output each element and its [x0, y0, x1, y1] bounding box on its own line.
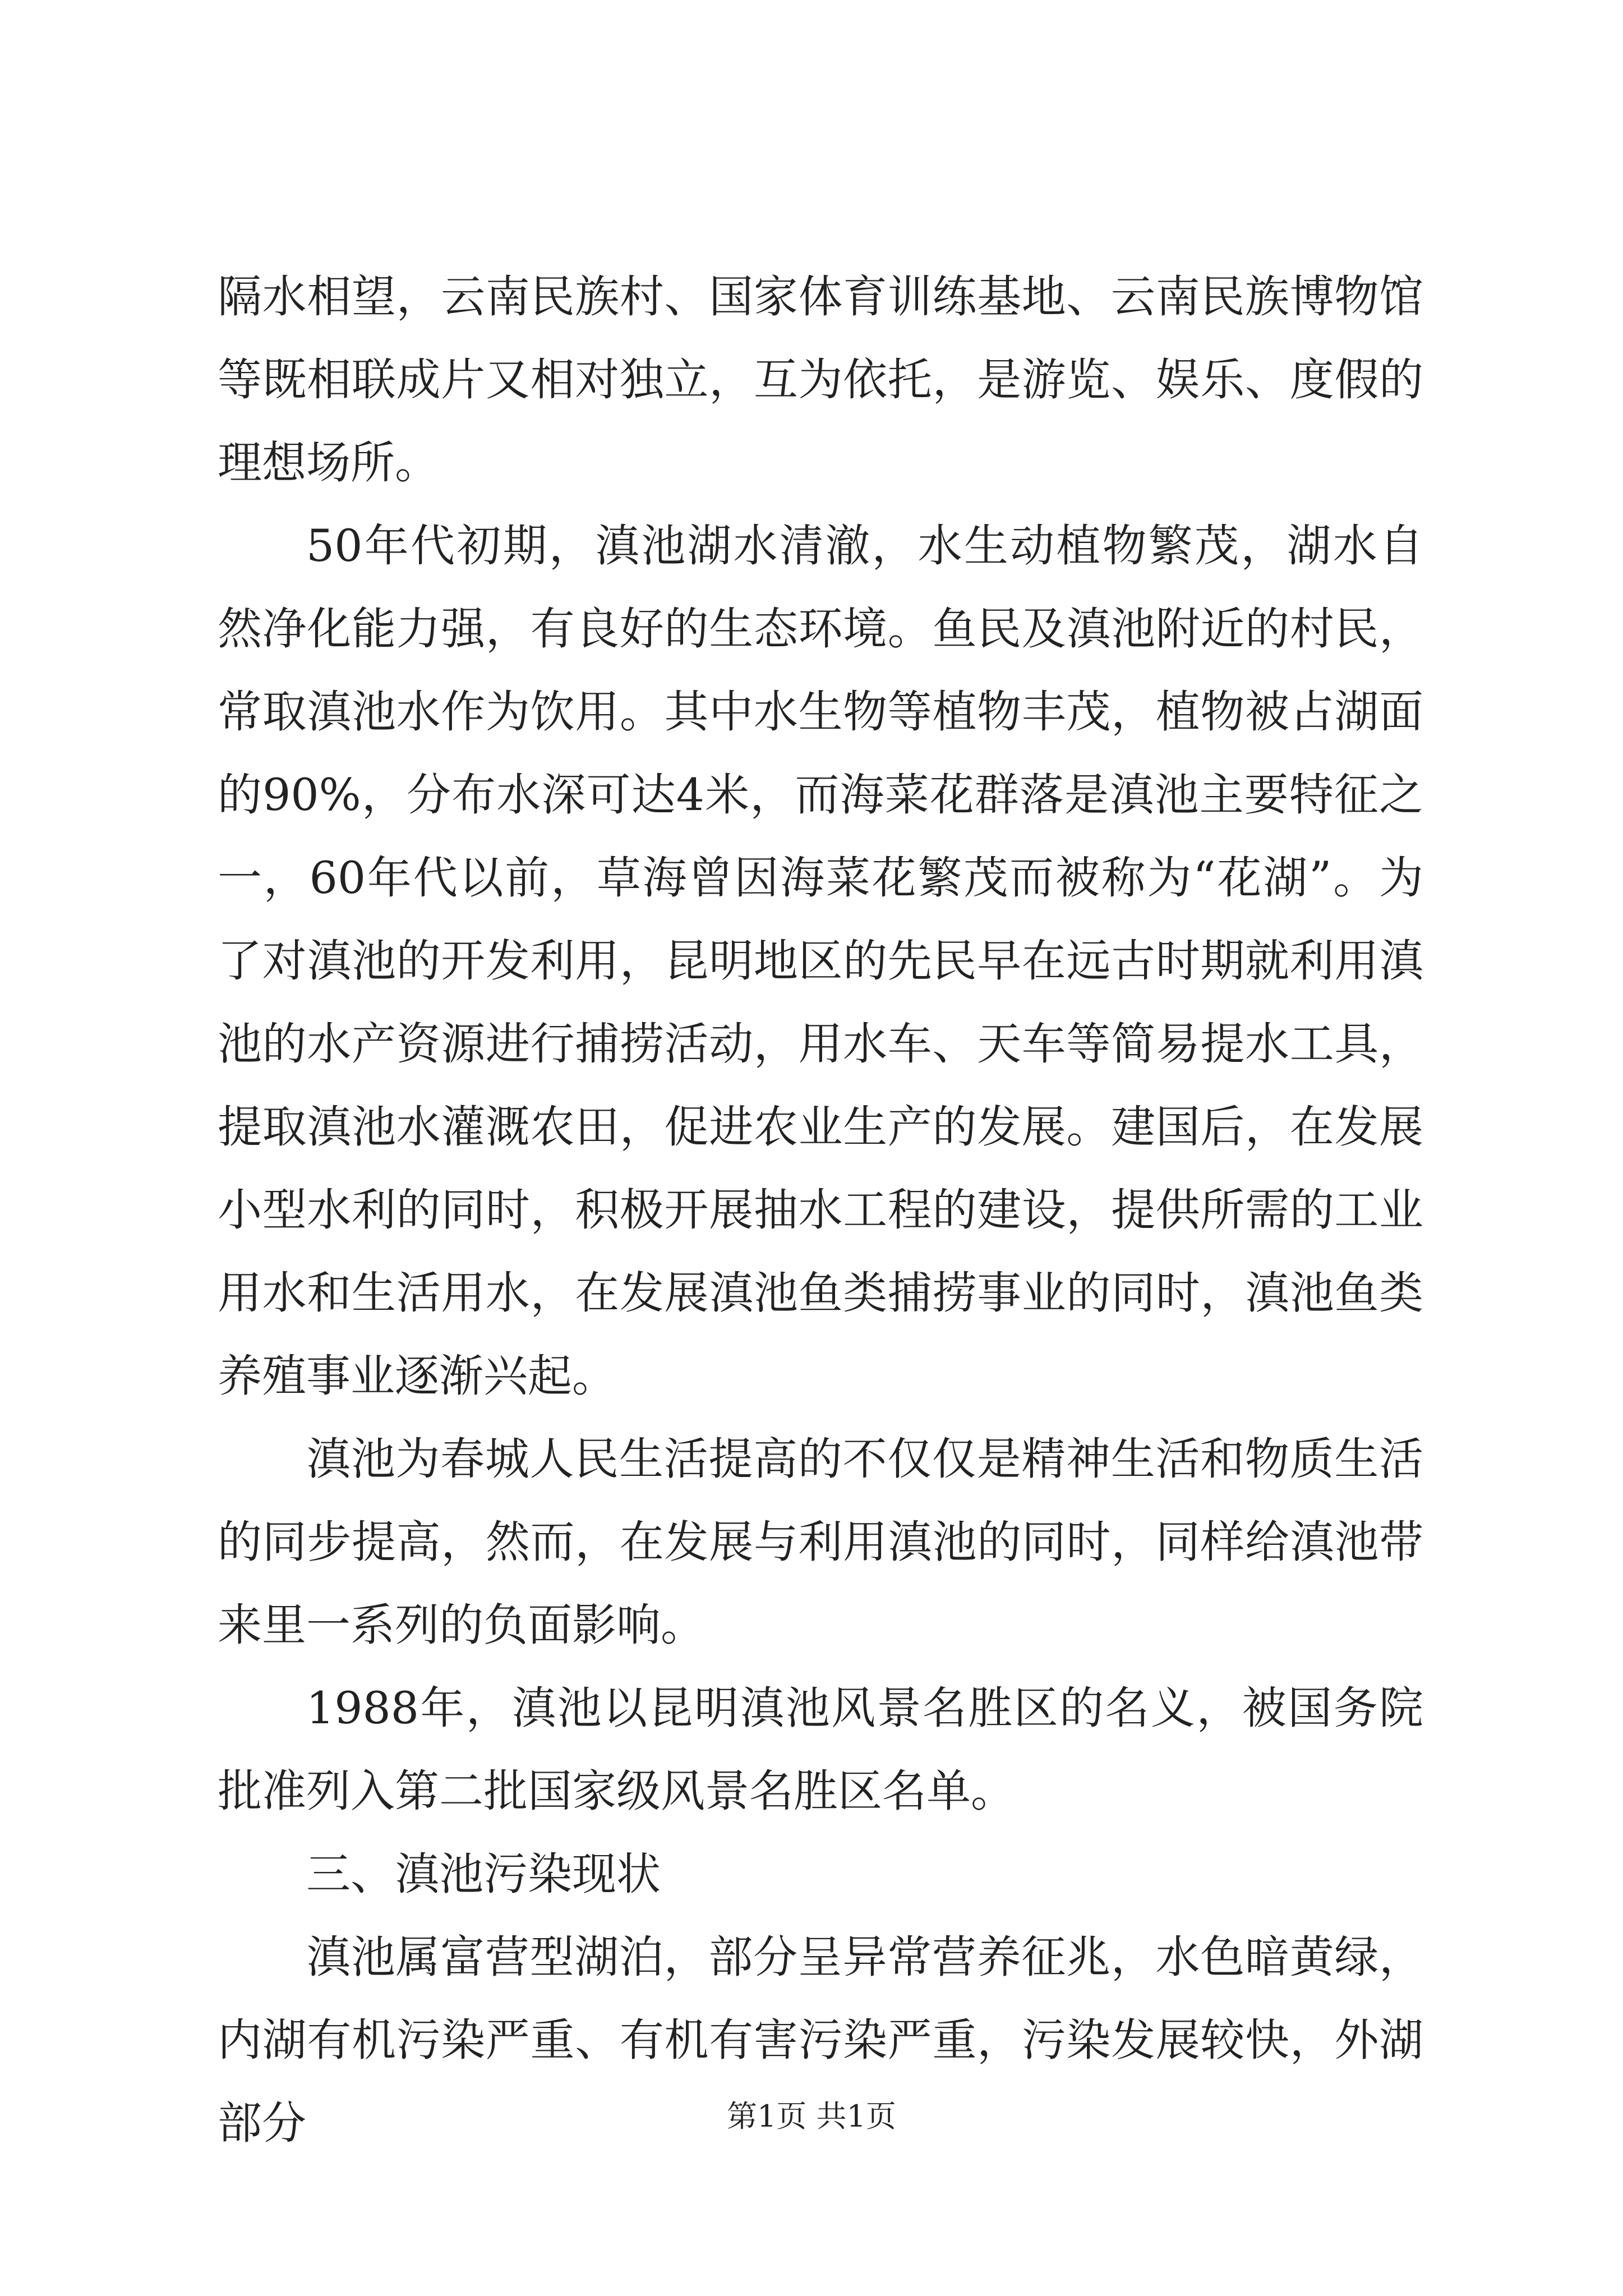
paragraph-negative-impact: 滇池为春城人民生活提高的不仅仅是精神生活和物质生活的同步提高，然而，在发展与利用滇池的同时，同样给滇池带来里一系列的负面影响。 — [218, 1433, 1423, 1651]
paragraph-1950s-dianchi: 50年代初期，滇池湖水清澈，水生动植物繁茂，湖水自然净化能力强，有良好的生态环境。鱼民及滇池附近的村民，常取滇池水作为饮用。其中水生物等植物丰茂，植物被占湖面的90%，分布水深可达4米，而海菜花群落是滇池主要特征之一，60年代以前，草海曾因海菜花繁茂而被称为“花湖”。为了对滇池的开发利用，昆明地区的先民早在远古时期就利用滇池的水产资源进行捕捞活动，用水车、天车等简易提水工具，提取滇池水灌溉农田，促进农业生产的发展。建国后，在发展小型水利的同时，积极开展抽水工程的建设，提供所需的工业用水和生活用水，在发展滇池鱼类捕捞事业的同时，滇池鱼类养殖事业逐渐兴起。 — [218, 520, 1423, 1402]
paragraph-1988-scenic-area: 1988年，滇池以昆明滇池风景名胜区的名义，被国务院批准列入第二批国家级风景名胜区名单。 — [218, 1682, 1423, 1817]
paragraph-pollution-status: 滇池属富营型湖泊，部分呈异常营养征兆，水色暗黄绿，内湖有机污染严重、有机有害污染严重，污染发展较快，外湖部分 — [218, 1931, 1423, 2149]
paragraph-continuation: 隔水相望，云南民族村、国家体育训练基地、云南民族博物馆等既相联成片又相对独立，互为依托，是游览、娱乐、度假的理想场所。 — [218, 271, 1423, 489]
body-text — [218, 255, 1423, 2165]
section-heading-pollution-status: 三、滇池污染现状 — [306, 1848, 661, 1900]
page-footer: 第1页 共1页 — [727, 2099, 896, 2134]
